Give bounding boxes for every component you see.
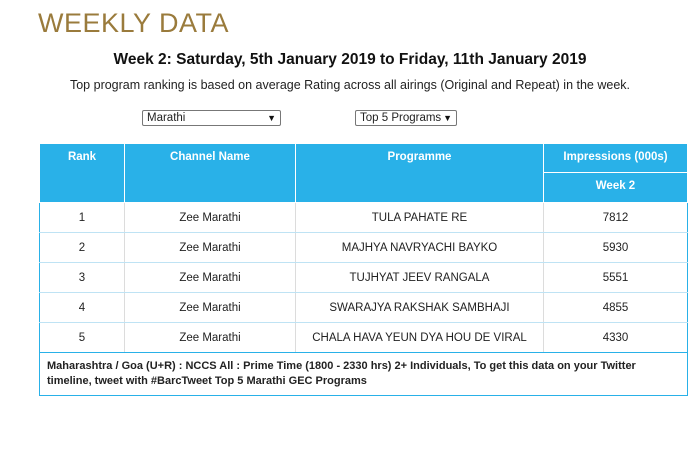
- table-row: [40, 293, 688, 323]
- programme-cell: TUJHYAT JEEV RANGALA: [296, 263, 544, 293]
- programme-cell: TULA PAHATE RE: [296, 203, 544, 233]
- footnote-row: [40, 353, 688, 396]
- caret-down-icon: ▼: [443, 113, 452, 123]
- caret-down-icon: ▼: [267, 113, 276, 123]
- rank-cell: 3: [40, 263, 125, 293]
- rank-cell: 5: [40, 323, 125, 353]
- header-rank: Rank: [40, 144, 125, 203]
- programme-cell: CHALA HAVA YEUN DYA HOU DE VIRAL: [296, 323, 544, 353]
- ranking-description: Top program ranking is based on average Rating across all airings (Original and Repeat) in the week.: [69, 78, 631, 92]
- header-week: Week 2: [544, 173, 688, 203]
- impressions-cell: 5930: [544, 233, 688, 263]
- programme-cell: SWARAJYA RAKSHAK SAMBHAJI: [296, 293, 544, 323]
- table-row: [40, 233, 688, 263]
- week-subtitle: Week 2: Saturday, 5th January 2019 to Friday, 11th January 2019: [113, 51, 587, 68]
- rank-cell: 1: [40, 203, 125, 233]
- weekly-data-table: [39, 144, 688, 396]
- table-row: [40, 203, 688, 233]
- impressions-cell: 4855: [544, 293, 688, 323]
- table-footnote: Maharashtra / Goa (U+R) : NCCS All : Prime Time (1800 - 2330 hrs) 2+ Individuals, To get this data on your Twitter timeline, tweet with #BarcTweet Top 5 Marathi GEC Programs: [40, 353, 688, 396]
- channel-cell: Zee Marathi: [125, 263, 296, 293]
- channel-cell: Zee Marathi: [125, 233, 296, 263]
- language-select[interactable]: [142, 110, 281, 126]
- channel-cell: Zee Marathi: [125, 203, 296, 233]
- rank-cell: 2: [40, 233, 125, 263]
- top-programs-select[interactable]: [355, 110, 457, 126]
- table-row: [40, 323, 688, 353]
- top-programs-select-value: Top 5 Programs: [360, 112, 442, 124]
- header-programme: Programme: [296, 144, 544, 203]
- impressions-cell: 5551: [544, 263, 688, 293]
- header-channel-name: Channel Name: [125, 144, 296, 203]
- rank-cell: 4: [40, 293, 125, 323]
- header-impressions: Impressions (000s): [544, 144, 688, 173]
- impressions-cell: 4330: [544, 323, 688, 353]
- channel-cell: Zee Marathi: [125, 293, 296, 323]
- page-title: WEEKLY DATA: [38, 8, 230, 38]
- impressions-cell: 7812: [544, 203, 688, 233]
- table-row: [40, 263, 688, 293]
- language-select-value: Marathi: [147, 112, 186, 124]
- channel-cell: Zee Marathi: [125, 323, 296, 353]
- programme-cell: MAJHYA NAVRYACHI BAYKO: [296, 233, 544, 263]
